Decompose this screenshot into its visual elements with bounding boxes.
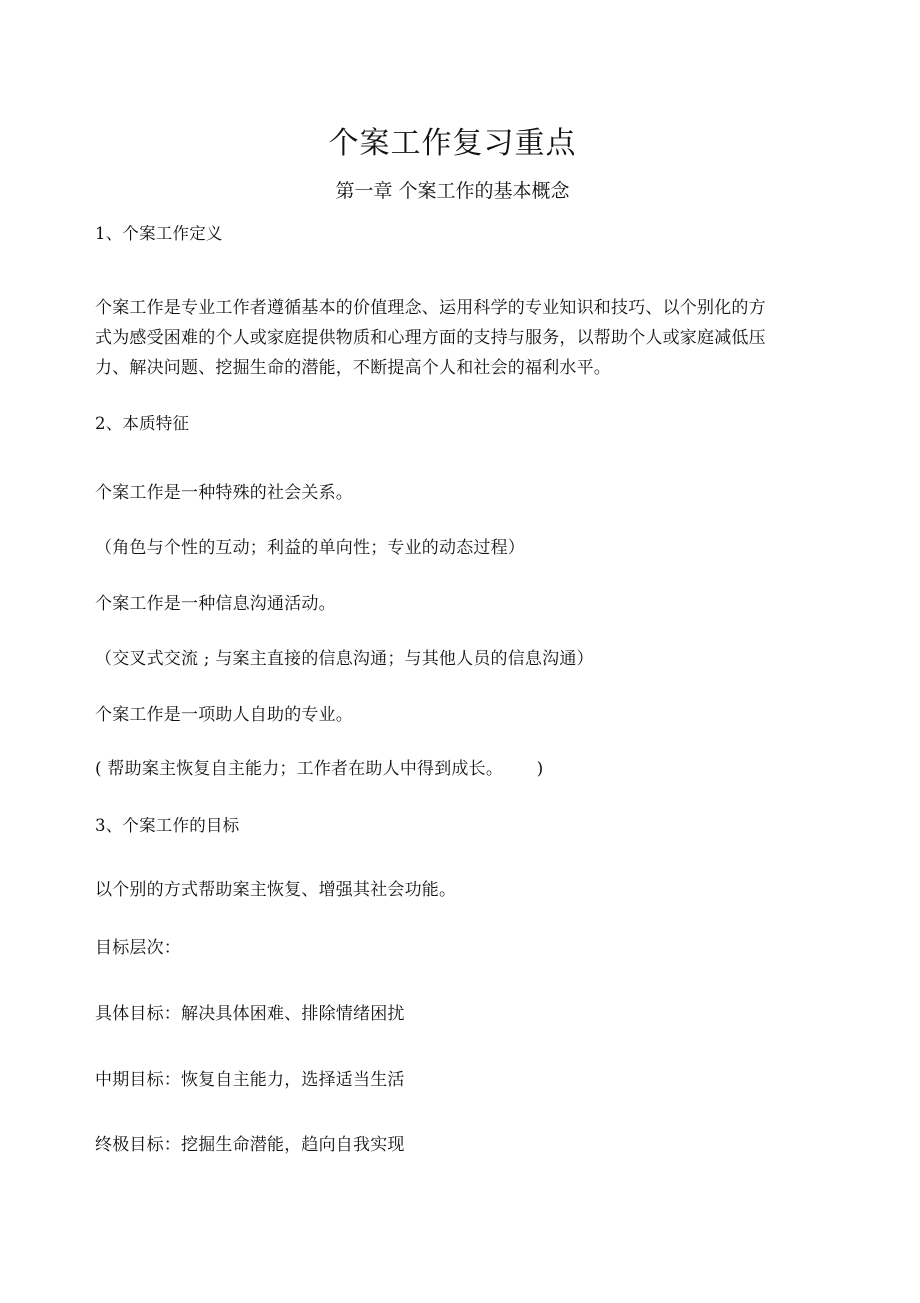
goal-specific: 具体目标：解决具体困难、排除情绪困扰 xyxy=(95,1004,405,1024)
definition-line-1: 个案工作是专业工作者遵循基本的价值理念、运用科学的专业知识和技巧、以个别化的方 xyxy=(95,298,766,318)
nature-point-2: 个案工作是一种信息沟通活动。 xyxy=(95,594,336,614)
goals-summary: 以个别的方式帮助案主恢复、增强其社会功能。 xyxy=(95,880,457,900)
definition-line-2: 式为感受困难的个人或家庭提供物质和心理方面的支持与服务，以帮助个人或家庭减低压 xyxy=(95,328,766,348)
section-heading-goals: 3、个案工作的目标 xyxy=(95,816,240,835)
nature-point-3-note: ( 帮助案主恢复自主能力；工作者在助人中得到成长。 ) xyxy=(95,759,544,779)
section-heading-nature: 2、本质特征 xyxy=(95,414,190,433)
nature-point-1-note: （角色与个性的互动；利益的单向性；专业的动态过程） xyxy=(95,538,525,558)
nature-point-1: 个案工作是一种特殊的社会关系。 xyxy=(95,483,353,503)
document-title: 个案工作复习重点 xyxy=(328,126,577,161)
nature-point-2-note: （交叉式交流 ; 与案主直接的信息沟通；与其他人员的信息沟通） xyxy=(95,649,594,669)
section-heading-definition: 1、个案工作定义 xyxy=(95,224,223,243)
definition-line-3: 力、解决问题、挖掘生命的潜能，不断提高个人和社会的福利水平。 xyxy=(95,358,611,378)
nature-point-3: 个案工作是一项助人自助的专业。 xyxy=(95,705,353,725)
goals-levels-label: 目标层次： xyxy=(95,938,181,958)
chapter-heading: 第一章 个案工作的基本概念 xyxy=(335,180,570,202)
goal-midterm: 中期目标：恢复自主能力，选择适当生活 xyxy=(95,1070,405,1090)
goal-ultimate: 终极目标：挖掘生命潜能，趋向自我实现 xyxy=(95,1135,405,1155)
